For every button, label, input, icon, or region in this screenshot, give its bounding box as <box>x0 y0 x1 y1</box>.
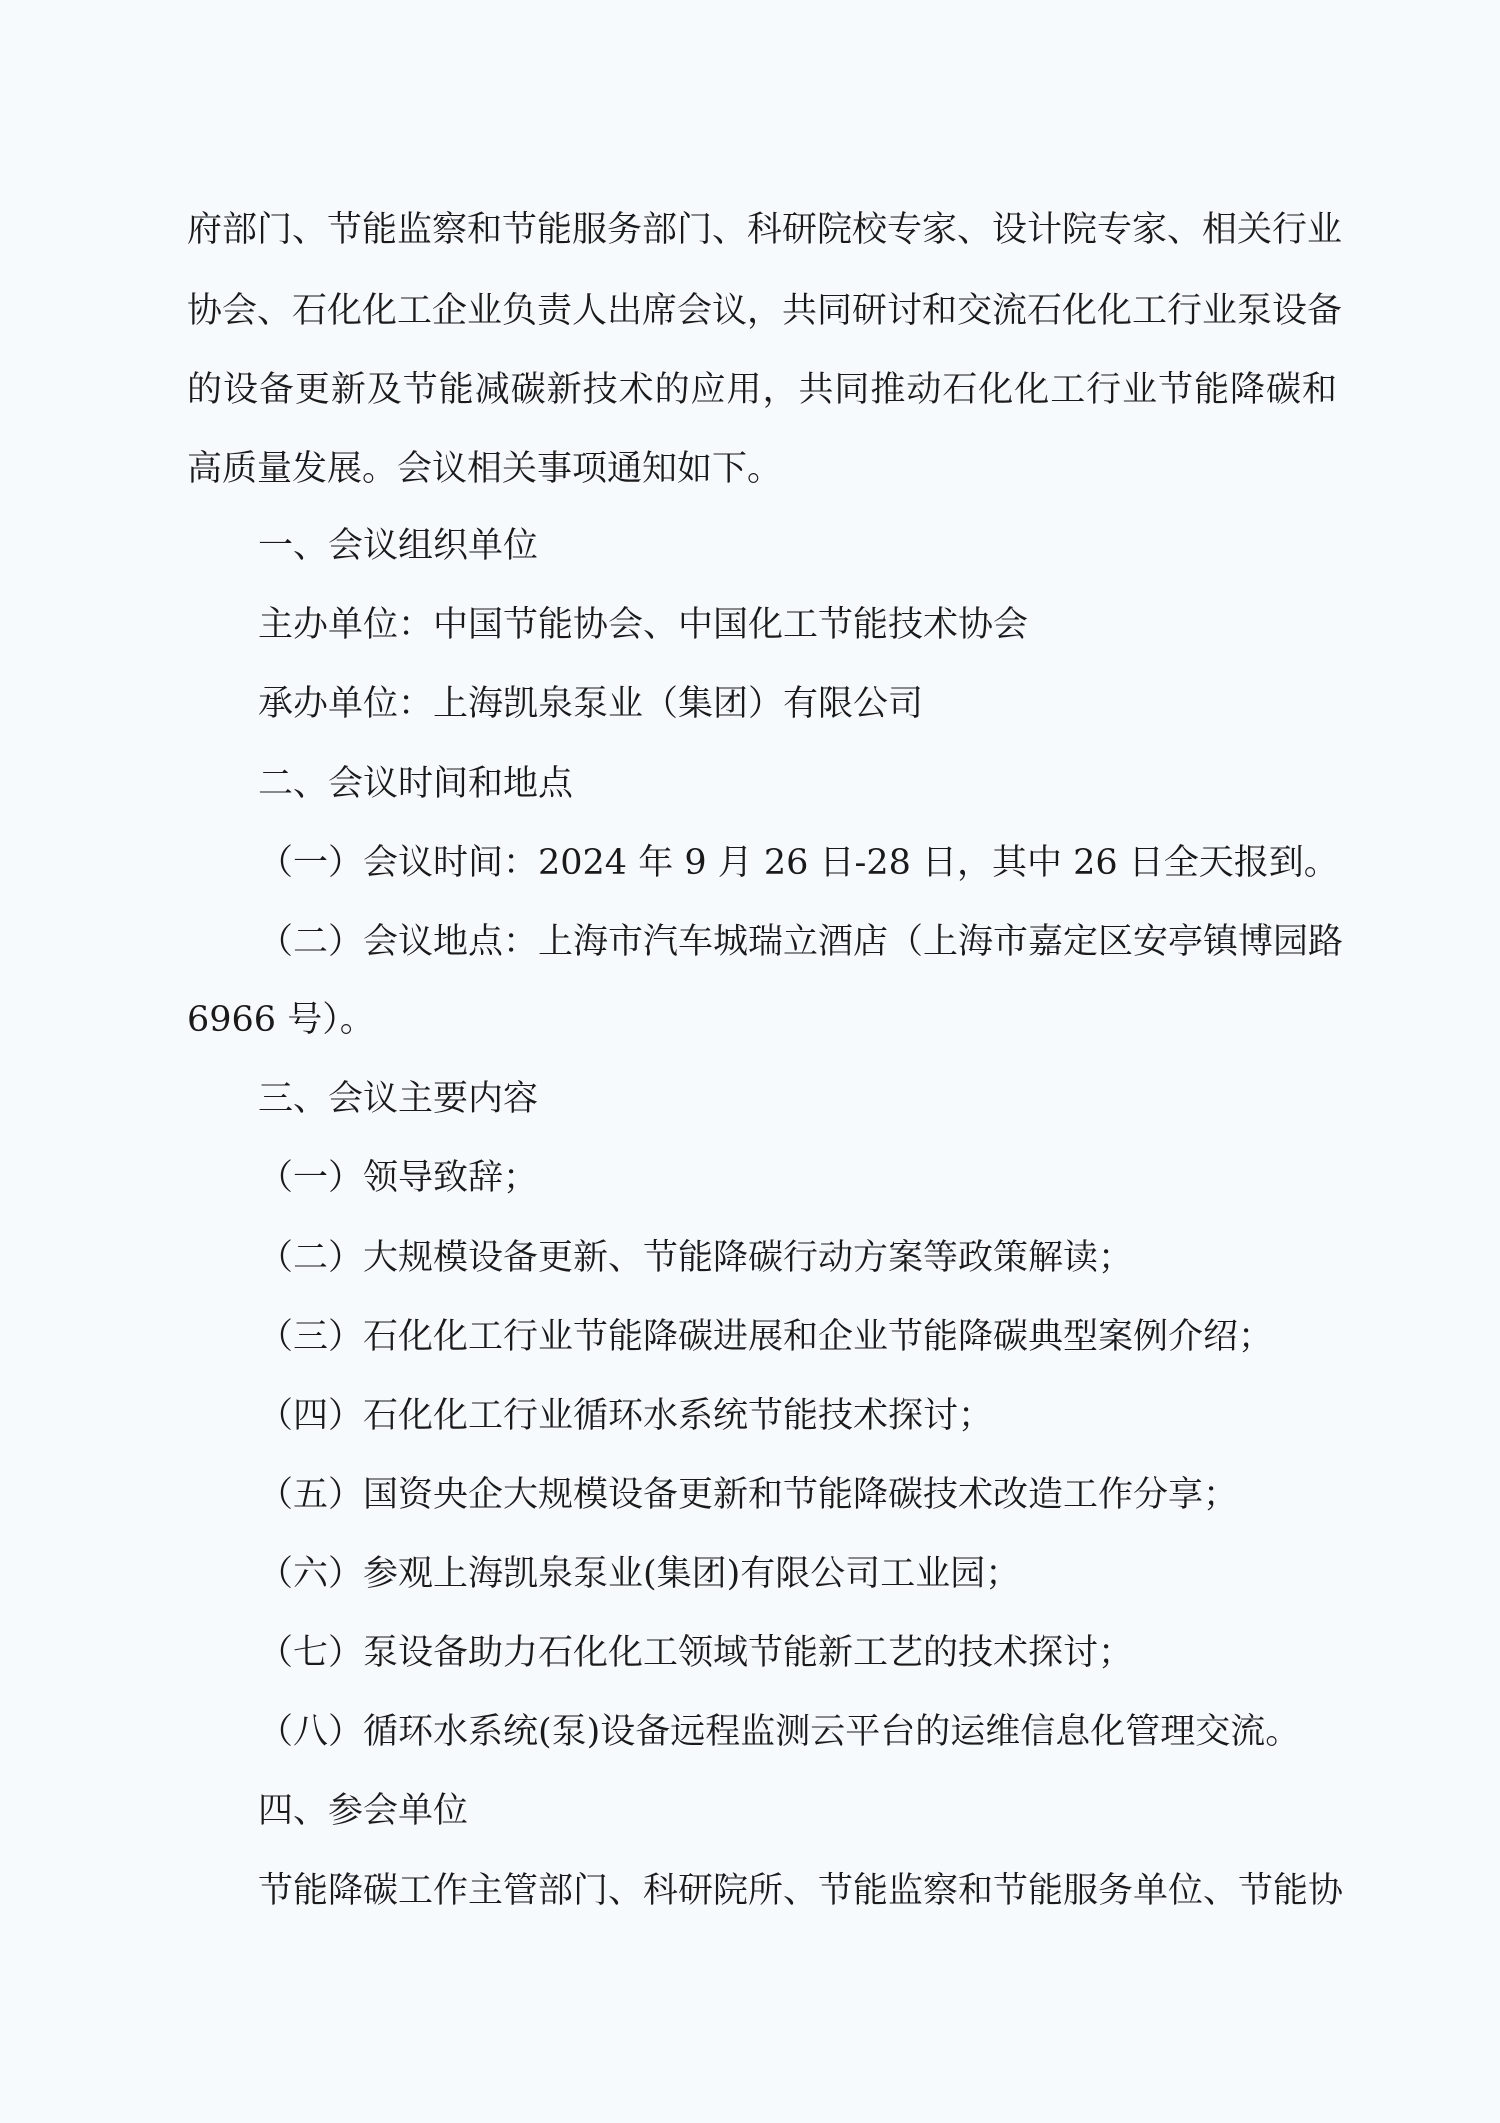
paragraph-line: 高质量发展。会议相关事项通知如下。 <box>187 449 783 489</box>
section-heading: 二、会议时间和地点 <box>258 764 574 804</box>
participants-text: 节能降碳工作主管部门、科研院所、节能监察和节能服务单位、节能协 <box>258 1871 1344 1911</box>
meeting-time: （一）会议时间：2024 年 9 月 26 日-28 日，其中 26 日全天报到。 <box>258 843 1339 883</box>
host-unit: 主办单位：中国节能协会、中国化工节能技术协会 <box>258 605 1029 645</box>
content-item: （八）循环水系统(泵)设备远程监测云平台的运维信息化管理交流。 <box>258 1712 1301 1752</box>
section-heading: 一、会议组织单位 <box>258 526 539 566</box>
organizer-unit: 承办单位：上海凯泉泵业（集团）有限公司 <box>258 684 924 724</box>
content-item: （六）参观上海凯泉泵业(集团)有限公司工业园； <box>258 1554 1021 1594</box>
meeting-location: （二）会议地点：上海市汽车城瑞立酒店（上海市嘉定区安亭镇博园路 <box>258 922 1344 962</box>
section-heading: 三、会议主要内容 <box>258 1079 539 1119</box>
paragraph-line: 的设备更新及节能减碳新技术的应用，共同推动石化化工行业节能降碳和 <box>187 370 1337 410</box>
content-item: （二）大规模设备更新、节能降碳行动方案等政策解读； <box>258 1238 1134 1278</box>
content-item: （一）领导致辞； <box>258 1158 539 1198</box>
paragraph-line: 协会、石化化工企业负责人出席会议，共同研讨和交流石化化工行业泵设备 <box>187 291 1343 331</box>
content-item: （七）泵设备助力石化化工领域节能新工艺的技术探讨； <box>258 1633 1134 1673</box>
content-item: （五）国资央企大规模设备更新和节能降碳技术改造工作分享； <box>258 1475 1239 1515</box>
content-item: （四）石化化工行业循环水系统节能技术探讨； <box>258 1396 994 1436</box>
paragraph-line: 府部门、节能监察和节能服务部门、科研院校专家、设计院专家、相关行业 <box>187 210 1343 250</box>
meeting-location-cont: 6966 号）。 <box>187 1000 375 1040</box>
content-item: （三）石化化工行业节能降碳进展和企业节能降碳典型案例介绍； <box>258 1317 1274 1357</box>
section-heading: 四、参会单位 <box>258 1791 469 1831</box>
